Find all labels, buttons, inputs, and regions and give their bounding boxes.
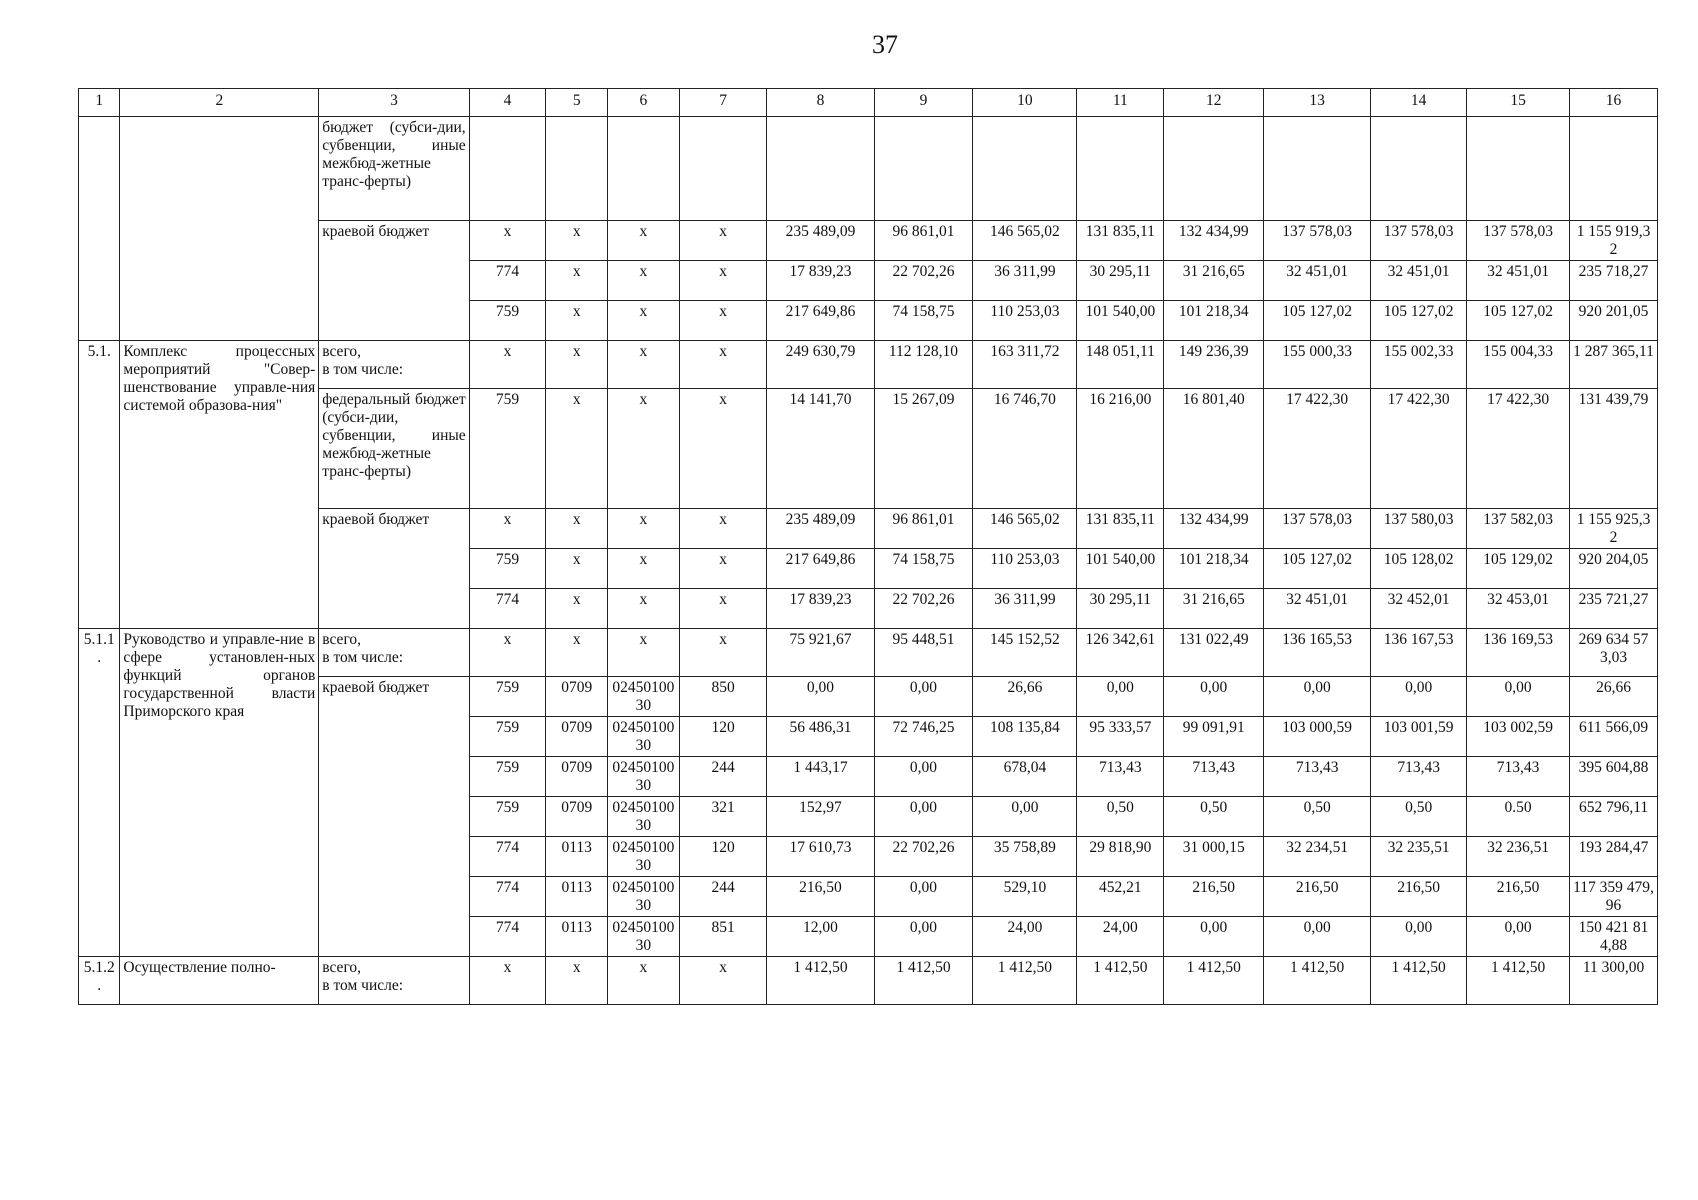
value-cell-col15: 32 236,51 — [1467, 837, 1570, 877]
value-cell-col14: 0,50 — [1371, 797, 1467, 837]
value-cell-col10: 36 311,99 — [973, 589, 1077, 629]
value-cell-col8: 0,00 — [767, 677, 874, 717]
row-number-cell — [79, 117, 120, 341]
funding-source-cell: всего, в том числе: — [319, 629, 469, 677]
value-cell-col8: 235 489,09 — [767, 221, 874, 261]
value-cell-col6: 0245010030 — [607, 717, 679, 757]
value-cell-col11: 95 333,57 — [1077, 717, 1164, 757]
value-cell-col7: х — [679, 509, 767, 549]
item-name-cell: Комплекс процессных мероприятий "Совер-шенствование управле-ния системой образова-ния" — [120, 341, 319, 629]
value-cell-col16: 235 721,27 — [1570, 589, 1658, 629]
funding-source-cell: всего, в том числе: — [319, 957, 469, 1005]
value-cell-col5 — [546, 117, 608, 221]
value-cell-col10 — [973, 117, 1077, 221]
value-cell-col10: 36 311,99 — [973, 261, 1077, 301]
value-cell-col15: 0,00 — [1467, 917, 1570, 957]
value-cell-col14: 105 127,02 — [1371, 301, 1467, 341]
value-cell-col14: 136 167,53 — [1371, 629, 1467, 677]
funding-source-cell: краевой бюджет — [319, 677, 469, 957]
row-number-cell: 5.1.2. — [79, 957, 120, 1005]
value-cell-col4: 759 — [469, 389, 546, 509]
value-cell-col16: 1 155 919,32 — [1570, 221, 1658, 261]
value-cell-col8: 216,50 — [767, 877, 874, 917]
value-cell-col6 — [607, 117, 679, 221]
value-cell-col11: 16 216,00 — [1077, 389, 1164, 509]
value-cell-col13: 0,00 — [1264, 917, 1371, 957]
value-cell-col5: 0113 — [546, 917, 608, 957]
value-cell-col6: 0245010030 — [607, 757, 679, 797]
header-cell: 5 — [546, 89, 608, 117]
value-cell-col7: х — [679, 221, 767, 261]
value-cell-col6: х — [607, 301, 679, 341]
value-cell-col12: 0,00 — [1164, 677, 1264, 717]
value-cell-col8: 75 921,67 — [767, 629, 874, 677]
value-cell-col4: х — [469, 221, 546, 261]
value-cell-col16: 1 155 925,32 — [1570, 509, 1658, 549]
item-name-cell: Руководство и управле-ние в сфере установлен-ных функций органов государственной власти Приморского края — [120, 629, 319, 957]
value-cell-col6: х — [607, 549, 679, 589]
value-cell-col15: 137 578,03 — [1467, 221, 1570, 261]
value-cell-col12: 1 412,50 — [1164, 957, 1264, 1005]
value-cell-col7: 120 — [679, 837, 767, 877]
value-cell-col6: х — [607, 629, 679, 677]
value-cell-col15: 136 169,53 — [1467, 629, 1570, 677]
value-cell-col14: 103 001,59 — [1371, 717, 1467, 757]
value-cell-col7: 244 — [679, 757, 767, 797]
value-cell-col4: 774 — [469, 837, 546, 877]
value-cell-col9: 112 128,10 — [874, 341, 973, 389]
value-cell-col15: 32 451,01 — [1467, 261, 1570, 301]
value-cell-col4: 774 — [469, 589, 546, 629]
value-cell-col9: 0,00 — [874, 797, 973, 837]
value-cell-col7: х — [679, 549, 767, 589]
value-cell-col6: 0245010030 — [607, 797, 679, 837]
header-cell: 16 — [1570, 89, 1658, 117]
value-cell-col10: 108 135,84 — [973, 717, 1077, 757]
budget-table — [78, 88, 1658, 1005]
value-cell-col6: 0245010030 — [607, 677, 679, 717]
value-cell-col13: 32 451,01 — [1264, 261, 1371, 301]
value-cell-col13: 713,43 — [1264, 757, 1371, 797]
value-cell-col13: 32 451,01 — [1264, 589, 1371, 629]
value-cell-col11: 30 295,11 — [1077, 589, 1164, 629]
value-cell-col9: 74 158,75 — [874, 301, 973, 341]
value-cell-col13: 17 422,30 — [1264, 389, 1371, 509]
value-cell-col13: 155 000,33 — [1264, 341, 1371, 389]
value-cell-col11: 101 540,00 — [1077, 549, 1164, 589]
value-cell-col11: 131 835,11 — [1077, 221, 1164, 261]
value-cell-col15: 713,43 — [1467, 757, 1570, 797]
value-cell-col8: 249 630,79 — [767, 341, 874, 389]
value-cell-col6: 0245010030 — [607, 877, 679, 917]
value-cell-col14: 155 002,33 — [1371, 341, 1467, 389]
header-cell: 11 — [1077, 89, 1164, 117]
value-cell-col5: х — [546, 261, 608, 301]
value-cell-col12: 713,43 — [1164, 757, 1264, 797]
value-cell-col11: 101 540,00 — [1077, 301, 1164, 341]
value-cell-col9: 22 702,26 — [874, 261, 973, 301]
value-cell-col11: 126 342,61 — [1077, 629, 1164, 677]
value-cell-col7: 851 — [679, 917, 767, 957]
header-cell: 12 — [1164, 89, 1264, 117]
value-cell-col16: 652 796,11 — [1570, 797, 1658, 837]
value-cell-col4: 774 — [469, 877, 546, 917]
value-cell-col10: 24,00 — [973, 917, 1077, 957]
value-cell-col10: 146 565,02 — [973, 221, 1077, 261]
header-cell: 6 — [607, 89, 679, 117]
value-cell-col4: х — [469, 341, 546, 389]
value-cell-col7: 244 — [679, 877, 767, 917]
value-cell-col10: 145 152,52 — [973, 629, 1077, 677]
value-cell-col8: 56 486,31 — [767, 717, 874, 757]
value-cell-col9 — [874, 117, 973, 221]
value-cell-col16: 920 204,05 — [1570, 549, 1658, 589]
value-cell-col8: 235 489,09 — [767, 509, 874, 549]
value-cell-col4: х — [469, 509, 546, 549]
value-cell-col16: 26,66 — [1570, 677, 1658, 717]
value-cell-col5: х — [546, 589, 608, 629]
value-cell-col10: 146 565,02 — [973, 509, 1077, 549]
value-cell-col14: 17 422,30 — [1371, 389, 1467, 509]
value-cell-col6: х — [607, 341, 679, 389]
value-cell-col8: 17 610,73 — [767, 837, 874, 877]
value-cell-col7: х — [679, 341, 767, 389]
value-cell-col7: х — [679, 629, 767, 677]
value-cell-col12: 132 434,99 — [1164, 509, 1264, 549]
value-cell-col13 — [1264, 117, 1371, 221]
value-cell-col14: 32 235,51 — [1371, 837, 1467, 877]
value-cell-col8: 1 412,50 — [767, 957, 874, 1005]
value-cell-col15: 17 422,30 — [1467, 389, 1570, 509]
value-cell-col9: 0,00 — [874, 917, 973, 957]
value-cell-col12: 101 218,34 — [1164, 549, 1264, 589]
value-cell-col12: 31 000,15 — [1164, 837, 1264, 877]
value-cell-col10: 110 253,03 — [973, 549, 1077, 589]
header-cell: 14 — [1371, 89, 1467, 117]
value-cell-col7: х — [679, 261, 767, 301]
value-cell-col15: 216,50 — [1467, 877, 1570, 917]
value-cell-col16: 131 439,79 — [1570, 389, 1658, 509]
value-cell-col14 — [1371, 117, 1467, 221]
value-cell-col5: х — [546, 301, 608, 341]
value-cell-col5: х — [546, 341, 608, 389]
value-cell-col13: 1 412,50 — [1264, 957, 1371, 1005]
value-cell-col15: 137 582,03 — [1467, 509, 1570, 549]
value-cell-col6: 0245010030 — [607, 917, 679, 957]
value-cell-col5: х — [546, 389, 608, 509]
value-cell-col12: 31 216,65 — [1164, 589, 1264, 629]
funding-source-cell: краевой бюджет — [319, 509, 469, 629]
value-cell-col16: 11 300,00 — [1570, 957, 1658, 1005]
value-cell-col11: 148 051,11 — [1077, 341, 1164, 389]
value-cell-col13: 105 127,02 — [1264, 549, 1371, 589]
value-cell-col14: 216,50 — [1371, 877, 1467, 917]
value-cell-col6: 0245010030 — [607, 837, 679, 877]
value-cell-col9: 22 702,26 — [874, 589, 973, 629]
value-cell-col11 — [1077, 117, 1164, 221]
value-cell-col14: 137 580,03 — [1371, 509, 1467, 549]
header-cell: 1 — [79, 89, 120, 117]
value-cell-col16: 117 359 479,96 — [1570, 877, 1658, 917]
value-cell-col5: 0113 — [546, 877, 608, 917]
header-cell: 2 — [120, 89, 319, 117]
value-cell-col10: 1 412,50 — [973, 957, 1077, 1005]
value-cell-col5: х — [546, 221, 608, 261]
value-cell-col7: х — [679, 589, 767, 629]
value-cell-col14: 32 452,01 — [1371, 589, 1467, 629]
header-cell: 4 — [469, 89, 546, 117]
value-cell-col8: 12,00 — [767, 917, 874, 957]
table-row — [79, 117, 1658, 221]
value-cell-col12: 149 236,39 — [1164, 341, 1264, 389]
value-cell-col15: 0,00 — [1467, 677, 1570, 717]
value-cell-col11: 24,00 — [1077, 917, 1164, 957]
value-cell-col15: 32 453,01 — [1467, 589, 1570, 629]
value-cell-col15 — [1467, 117, 1570, 221]
item-name-cell: Осуществление полно- — [120, 957, 319, 1005]
header-cell: 3 — [319, 89, 469, 117]
value-cell-col9: 0,00 — [874, 677, 973, 717]
value-cell-col9: 96 861,01 — [874, 509, 973, 549]
item-name-cell — [120, 117, 319, 341]
table-row — [79, 341, 1658, 389]
value-cell-col16: 269 634 573,03 — [1570, 629, 1658, 677]
value-cell-col6: х — [607, 589, 679, 629]
value-cell-col16: 150 421 814,88 — [1570, 917, 1658, 957]
value-cell-col15: 103 002,59 — [1467, 717, 1570, 757]
value-cell-col12: 131 022,49 — [1164, 629, 1264, 677]
value-cell-col16: 1 287 365,11 — [1570, 341, 1658, 389]
value-cell-col15: 105 127,02 — [1467, 301, 1570, 341]
funding-source-cell: федеральный бюджет (субси-дии, субвенции, иные межбюд-жетные транс-ферты) — [319, 389, 469, 509]
value-cell-col16: 193 284,47 — [1570, 837, 1658, 877]
value-cell-col9: 96 861,01 — [874, 221, 973, 261]
value-cell-col7: х — [679, 301, 767, 341]
value-cell-col4: 759 — [469, 677, 546, 717]
value-cell-col12 — [1164, 117, 1264, 221]
value-cell-col5: х — [546, 509, 608, 549]
row-number-cell: 5.1.1. — [79, 629, 120, 957]
header-cell: 10 — [973, 89, 1077, 117]
value-cell-col8: 217 649,86 — [767, 549, 874, 589]
value-cell-col6: х — [607, 957, 679, 1005]
value-cell-col4: 759 — [469, 797, 546, 837]
value-cell-col14: 0,00 — [1371, 917, 1467, 957]
value-cell-col4: 759 — [469, 549, 546, 589]
value-cell-col5: х — [546, 549, 608, 589]
value-cell-col4: 759 — [469, 757, 546, 797]
table-row — [79, 957, 1658, 1005]
value-cell-col7: 850 — [679, 677, 767, 717]
row-number-cell: 5.1. — [79, 341, 120, 629]
value-cell-col16: 235 718,27 — [1570, 261, 1658, 301]
value-cell-col12: 0,00 — [1164, 917, 1264, 957]
header-row — [79, 89, 1658, 117]
value-cell-col16 — [1570, 117, 1658, 221]
value-cell-col11: 713,43 — [1077, 757, 1164, 797]
value-cell-col5: х — [546, 629, 608, 677]
value-cell-col12: 101 218,34 — [1164, 301, 1264, 341]
value-cell-col4: 759 — [469, 301, 546, 341]
value-cell-col11: 30 295,11 — [1077, 261, 1164, 301]
value-cell-col7: 120 — [679, 717, 767, 757]
value-cell-col13: 103 000,59 — [1264, 717, 1371, 757]
value-cell-col8 — [767, 117, 874, 221]
value-cell-col11: 1 412,50 — [1077, 957, 1164, 1005]
value-cell-col5: 0113 — [546, 837, 608, 877]
value-cell-col16: 395 604,88 — [1570, 757, 1658, 797]
value-cell-col4: 774 — [469, 261, 546, 301]
value-cell-col10: 16 746,70 — [973, 389, 1077, 509]
header-cell: 13 — [1264, 89, 1371, 117]
value-cell-col15: 1 412,50 — [1467, 957, 1570, 1005]
value-cell-col12: 31 216,65 — [1164, 261, 1264, 301]
value-cell-col8: 14 141,70 — [767, 389, 874, 509]
value-cell-col16: 920 201,05 — [1570, 301, 1658, 341]
value-cell-col5: х — [546, 957, 608, 1005]
header-cell: 8 — [767, 89, 874, 117]
value-cell-col8: 217 649,86 — [767, 301, 874, 341]
value-cell-col12: 16 801,40 — [1164, 389, 1264, 509]
value-cell-col9: 72 746,25 — [874, 717, 973, 757]
value-cell-col9: 0,00 — [874, 877, 973, 917]
value-cell-col12: 216,50 — [1164, 877, 1264, 917]
value-cell-col4: х — [469, 957, 546, 1005]
value-cell-col7 — [679, 117, 767, 221]
value-cell-col8: 17 839,23 — [767, 261, 874, 301]
value-cell-col10: 0,00 — [973, 797, 1077, 837]
value-cell-col6: х — [607, 261, 679, 301]
value-cell-col4: 759 — [469, 717, 546, 757]
value-cell-col16: 611 566,09 — [1570, 717, 1658, 757]
value-cell-col8: 152,97 — [767, 797, 874, 837]
header-cell: 9 — [874, 89, 973, 117]
value-cell-col11: 452,21 — [1077, 877, 1164, 917]
value-cell-col14: 713,43 — [1371, 757, 1467, 797]
value-cell-col5: 0709 — [546, 797, 608, 837]
value-cell-col7: х — [679, 957, 767, 1005]
value-cell-col14: 0,00 — [1371, 677, 1467, 717]
funding-source-cell: краевой бюджет — [319, 221, 469, 341]
value-cell-col11: 0,00 — [1077, 677, 1164, 717]
value-cell-col13: 0,50 — [1264, 797, 1371, 837]
value-cell-col15: 0.50 — [1467, 797, 1570, 837]
value-cell-col8: 17 839,23 — [767, 589, 874, 629]
value-cell-col15: 105 129,02 — [1467, 549, 1570, 589]
value-cell-col10: 163 311,72 — [973, 341, 1077, 389]
value-cell-col9: 15 267,09 — [874, 389, 973, 509]
value-cell-col14: 105 128,02 — [1371, 549, 1467, 589]
value-cell-col5: 0709 — [546, 717, 608, 757]
value-cell-col11: 29 818,90 — [1077, 837, 1164, 877]
value-cell-col7: 321 — [679, 797, 767, 837]
value-cell-col13: 216,50 — [1264, 877, 1371, 917]
table-row — [79, 629, 1658, 677]
funding-source-cell: бюджет (субси-дии, субвенции, иные межбюд-жетные транс-ферты) — [319, 117, 469, 221]
value-cell-col13: 137 578,03 — [1264, 509, 1371, 549]
value-cell-col10: 529,10 — [973, 877, 1077, 917]
value-cell-col14: 137 578,03 — [1371, 221, 1467, 261]
value-cell-col6: х — [607, 221, 679, 261]
value-cell-col9: 1 412,50 — [874, 957, 973, 1005]
value-cell-col7: х — [679, 389, 767, 509]
value-cell-col9: 95 448,51 — [874, 629, 973, 677]
value-cell-col11: 0,50 — [1077, 797, 1164, 837]
value-cell-col5: 0709 — [546, 677, 608, 717]
value-cell-col4: х — [469, 629, 546, 677]
value-cell-col9: 22 702,26 — [874, 837, 973, 877]
value-cell-col11: 131 835,11 — [1077, 509, 1164, 549]
value-cell-col13: 137 578,03 — [1264, 221, 1371, 261]
header-cell: 15 — [1467, 89, 1570, 117]
value-cell-col13: 32 234,51 — [1264, 837, 1371, 877]
value-cell-col4 — [469, 117, 546, 221]
value-cell-col15: 155 004,33 — [1467, 341, 1570, 389]
value-cell-col6: х — [607, 509, 679, 549]
value-cell-col10: 110 253,03 — [973, 301, 1077, 341]
value-cell-col14: 1 412,50 — [1371, 957, 1467, 1005]
header-cell: 7 — [679, 89, 767, 117]
value-cell-col13: 105 127,02 — [1264, 301, 1371, 341]
value-cell-col10: 26,66 — [973, 677, 1077, 717]
value-cell-col13: 0,00 — [1264, 677, 1371, 717]
value-cell-col8: 1 443,17 — [767, 757, 874, 797]
value-cell-col5: 0709 — [546, 757, 608, 797]
page-number: 37 — [872, 30, 898, 59]
value-cell-col6: х — [607, 389, 679, 509]
funding-source-cell: всего, в том числе: — [319, 341, 469, 389]
value-cell-col12: 132 434,99 — [1164, 221, 1264, 261]
value-cell-col13: 136 165,53 — [1264, 629, 1371, 677]
value-cell-col14: 32 451,01 — [1371, 261, 1467, 301]
value-cell-col12: 99 091,91 — [1164, 717, 1264, 757]
value-cell-col10: 35 758,89 — [973, 837, 1077, 877]
value-cell-col4: 774 — [469, 917, 546, 957]
value-cell-col9: 74 158,75 — [874, 549, 973, 589]
value-cell-col12: 0,50 — [1164, 797, 1264, 837]
value-cell-col9: 0,00 — [874, 757, 973, 797]
value-cell-col10: 678,04 — [973, 757, 1077, 797]
